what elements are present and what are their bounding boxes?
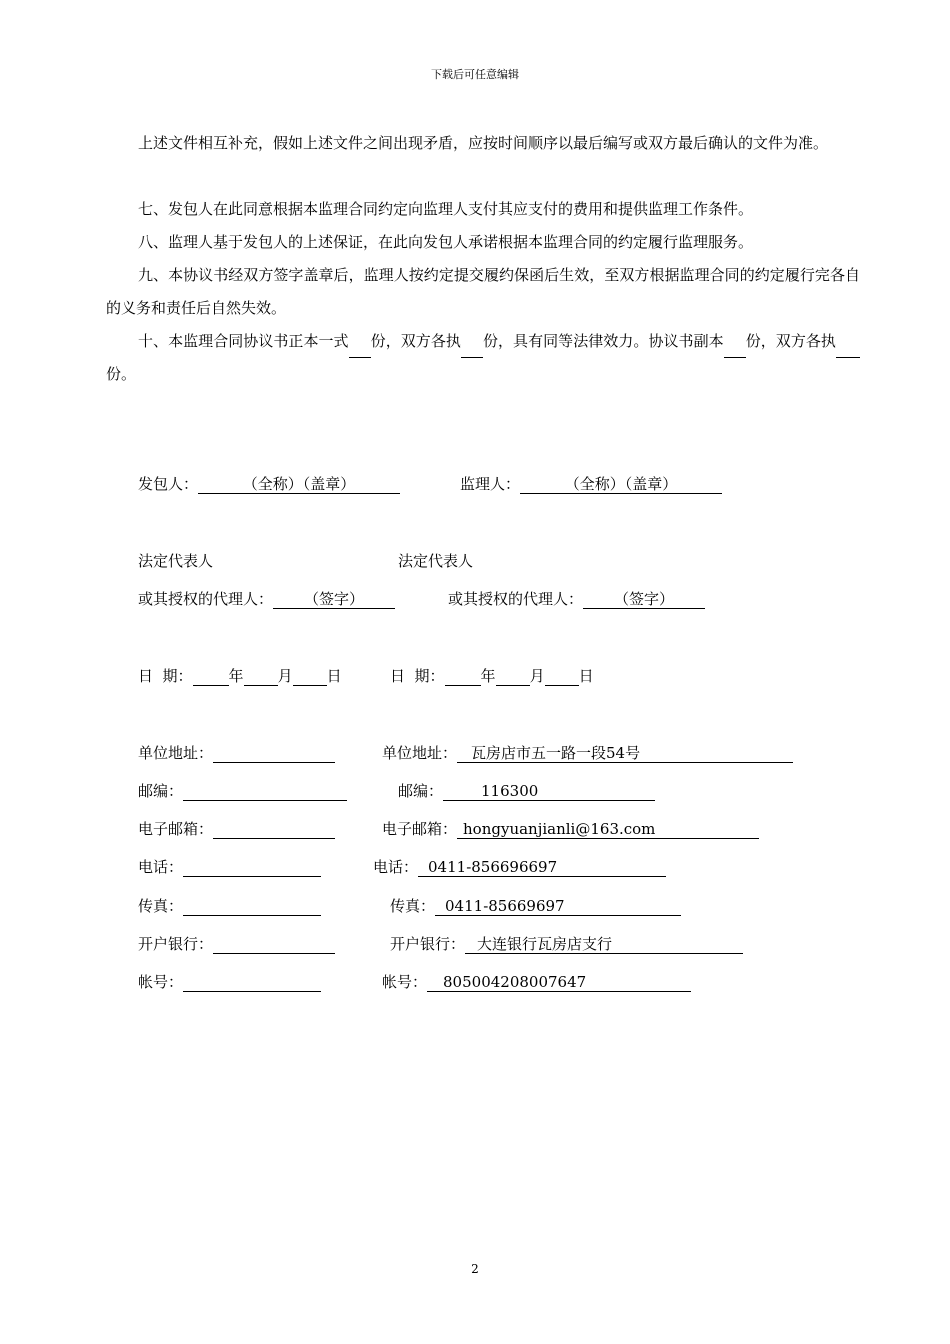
date-day-blank-left bbox=[293, 667, 327, 686]
date-month-right: 月 bbox=[529, 667, 545, 685]
blank-original-copies bbox=[349, 339, 371, 358]
date-month-blank-left bbox=[244, 667, 278, 686]
left-postcode-line bbox=[138, 781, 347, 801]
right-account-label: 帐号： bbox=[382, 973, 428, 991]
paragraph-ten-part-b: 份，双方各执 bbox=[370, 332, 461, 350]
right-account-line bbox=[382, 972, 691, 992]
left-phone-label: 电话： bbox=[138, 858, 184, 876]
date-day-right: 日 bbox=[578, 667, 594, 685]
right-bank-value: 大连银行瓦房店支行 bbox=[465, 935, 743, 954]
date-year-left: 年 bbox=[228, 667, 244, 685]
right-postcode-label: 邮编： bbox=[398, 782, 444, 800]
right-fax-label: 传真： bbox=[390, 897, 436, 915]
left-address-label: 单位地址： bbox=[138, 744, 214, 762]
left-email-label: 电子邮箱： bbox=[138, 820, 214, 838]
blank-each-duplicate bbox=[836, 339, 860, 358]
page-header: 下载后可任意编辑 bbox=[431, 68, 519, 81]
paragraph-nine: 九、本协议书经双方签字盖章后，监理人按约定提交履约保函后生效，至双方根据监理合同的约定履行完各自的义务和责任后自然失效。 bbox=[106, 266, 860, 317]
paragraph-ten-part-e: 份。 bbox=[106, 365, 137, 383]
right-email-line bbox=[382, 819, 759, 839]
agent-line-left bbox=[138, 589, 395, 609]
left-bank-line bbox=[138, 934, 335, 954]
left-bank-label: 开户银行： bbox=[138, 935, 214, 953]
left-account-line bbox=[138, 972, 321, 992]
right-account-value: 805004208007647 bbox=[427, 973, 691, 992]
agent-label-right: 或其授权的代理人： bbox=[448, 590, 584, 608]
right-address-line bbox=[382, 743, 793, 763]
blank-each-original bbox=[461, 339, 483, 358]
employer-value: （全称）（盖章） bbox=[198, 475, 400, 494]
right-phone-label: 电话： bbox=[373, 858, 419, 876]
left-address-line bbox=[138, 743, 335, 763]
left-postcode-blank bbox=[183, 782, 347, 801]
legal-rep-right: 法定代表人 bbox=[398, 552, 474, 570]
paragraph-ten-part-a: 十、本监理合同协议书正本一式 bbox=[138, 332, 349, 350]
right-email-label: 电子邮箱： bbox=[382, 820, 458, 838]
left-email-blank bbox=[213, 820, 335, 839]
right-postcode-value: 116300 bbox=[443, 782, 655, 801]
right-fax-line bbox=[390, 896, 681, 916]
left-fax-line bbox=[138, 896, 321, 916]
right-address-value: 瓦房店市五一路一段54号 bbox=[457, 744, 793, 763]
left-account-blank bbox=[183, 973, 321, 992]
right-email-value: hongyuanjianli@163.com bbox=[457, 820, 759, 839]
right-bank-label: 开户银行： bbox=[390, 935, 466, 953]
legal-rep-left: 法定代表人 bbox=[138, 552, 214, 570]
supervisor-value: （全称）（盖章） bbox=[520, 475, 722, 494]
date-month-blank-right bbox=[496, 667, 530, 686]
paragraph-ten bbox=[106, 325, 860, 391]
employer-signature-line bbox=[138, 474, 400, 494]
left-email-line bbox=[138, 819, 335, 839]
paragraph-ten-part-d: 份，双方各执 bbox=[745, 332, 836, 350]
agent-line-right bbox=[448, 589, 705, 609]
agent-sign-left: （签字） bbox=[273, 590, 395, 609]
paragraph-seven: 七、发包人在此同意根据本监理合同约定向监理人支付其应支付的费用和提供监理工作条件。 bbox=[138, 200, 754, 218]
date-year-blank-left bbox=[193, 667, 229, 686]
left-fax-blank bbox=[183, 897, 321, 916]
blank-duplicate-copies bbox=[724, 339, 746, 358]
date-month-left: 月 bbox=[277, 667, 293, 685]
date-label-right: 日 期： bbox=[390, 667, 445, 685]
right-bank-line bbox=[390, 934, 743, 954]
left-account-label: 帐号： bbox=[138, 973, 184, 991]
page-number: 2 bbox=[471, 1262, 479, 1276]
date-year-right: 年 bbox=[480, 667, 496, 685]
left-bank-blank bbox=[213, 935, 335, 954]
date-line-left bbox=[138, 666, 342, 686]
paragraph-eight: 八、监理人基于发包人的上述保证，在此向发包人承诺根据本监理合同的约定履行监理服务。 bbox=[138, 233, 754, 251]
date-day-left: 日 bbox=[326, 667, 342, 685]
paragraph-ten-part-c: 份，具有同等法律效力。协议书副本 bbox=[482, 332, 724, 350]
left-fax-label: 传真： bbox=[138, 897, 184, 915]
right-phone-line bbox=[373, 857, 666, 877]
employer-label: 发包人： bbox=[138, 475, 199, 493]
supervisor-label: 监理人： bbox=[460, 475, 521, 493]
date-line-right bbox=[390, 666, 594, 686]
left-address-blank bbox=[213, 744, 335, 763]
date-year-blank-right bbox=[445, 667, 481, 686]
date-label-left: 日 期： bbox=[138, 667, 193, 685]
right-phone-value: 0411-856696697 bbox=[418, 858, 666, 877]
right-address-label: 单位地址： bbox=[382, 744, 458, 762]
agent-sign-right: （签字） bbox=[583, 590, 705, 609]
left-phone-line bbox=[138, 857, 321, 877]
left-postcode-label: 邮编： bbox=[138, 782, 184, 800]
agent-label-left: 或其授权的代理人： bbox=[138, 590, 274, 608]
right-postcode-line bbox=[398, 781, 655, 801]
right-fax-value: 0411-85669697 bbox=[435, 897, 681, 916]
date-day-blank-right bbox=[545, 667, 579, 686]
supervisor-signature-line bbox=[460, 474, 722, 494]
left-phone-blank bbox=[183, 858, 321, 877]
paragraph-documents-order: 上述文件相互补充，假如上述文件之间出现矛盾，应按时间顺序以最后编写或双方最后确认的文件为准。 bbox=[138, 134, 829, 152]
